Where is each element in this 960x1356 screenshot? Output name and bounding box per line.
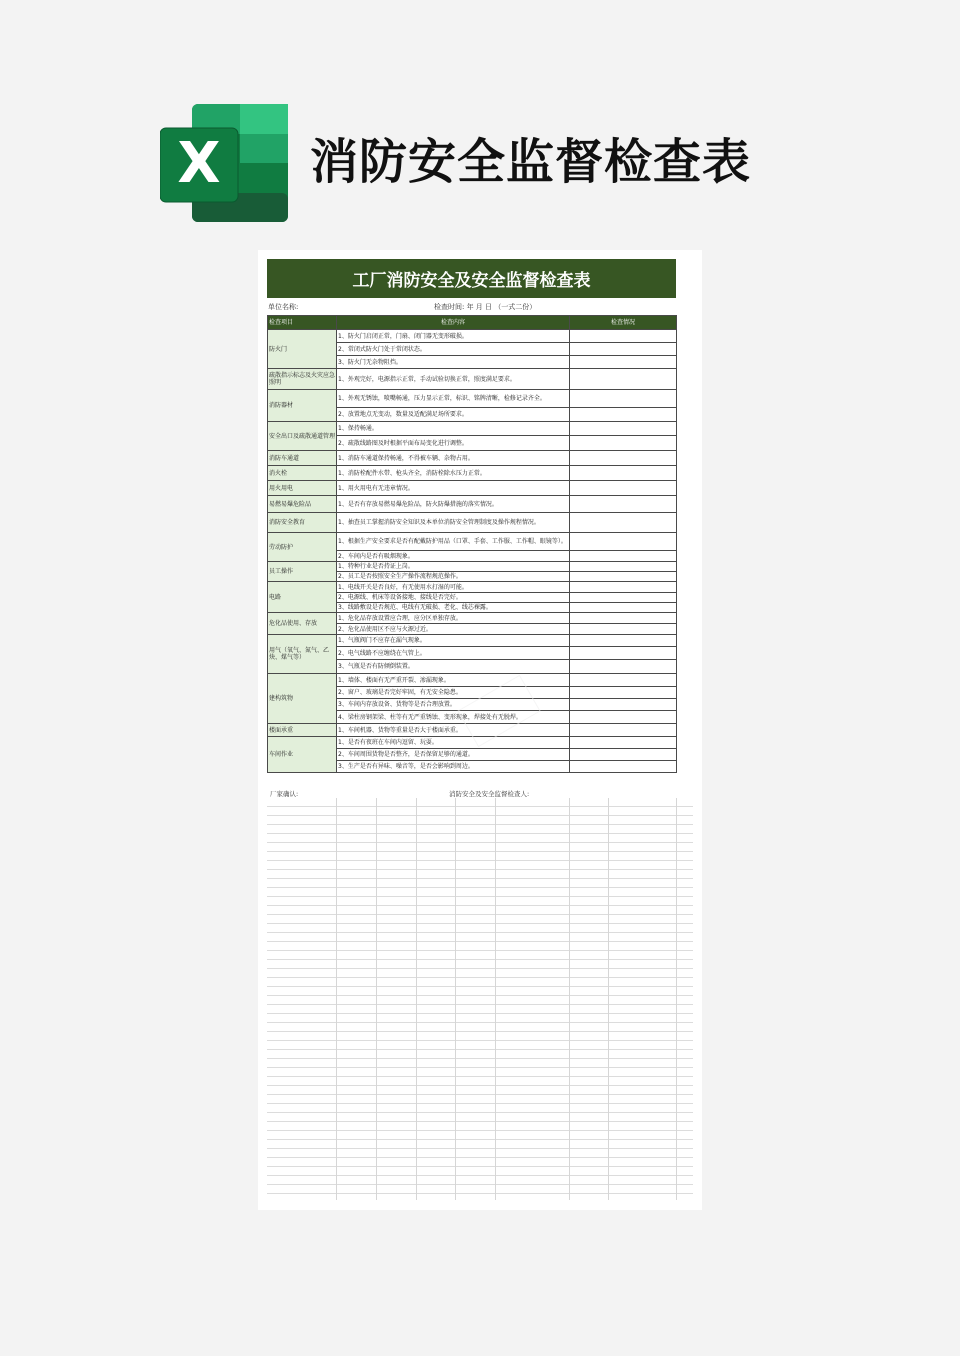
content-cell: 1、抽查员工掌握消防安全知识及本单位消防安全管理制度及操作规程情况。 [337,513,570,533]
table-row [268,513,677,533]
status-cell[interactable] [570,513,677,533]
content-cell: 1、防火门启闭正常，门扇、闭门器无变形破损。 [337,330,570,343]
sheet-footer [267,788,676,798]
category-cell: 电路 [268,582,337,613]
category-cell: 用火用电 [268,481,337,496]
category-cell: 消防安全教育 [268,513,337,533]
content-cell: 1、危化品存放设置应合理，应分区单独存放。 [337,613,570,624]
date-label: 检查时间: 年 月 日 （一式二份） [434,303,537,311]
status-cell[interactable] [570,711,677,724]
content-cell: 1、电线开关是否良好，有无使用水打湿的可能。 [337,582,570,593]
status-cell[interactable] [570,687,677,699]
status-cell[interactable] [570,749,677,761]
table-row [268,496,677,513]
header-item: 检查项目 [268,316,337,330]
status-cell[interactable] [570,624,677,635]
content-cell: 1、消防栓配件水带、枪头齐全，消防栓除水压力正常。 [337,466,570,481]
status-cell[interactable] [570,562,677,572]
status-cell[interactable] [570,466,677,481]
category-cell: 消火栓 [268,466,337,481]
category-cell: 防火门 [268,330,337,369]
spreadsheet-preview [258,250,702,1210]
table-row [268,466,677,481]
status-cell[interactable] [570,422,677,436]
status-cell[interactable] [570,369,677,390]
content-cell: 1、保持畅通。 [337,422,570,436]
status-cell[interactable] [570,613,677,624]
category-cell: 车间作业 [268,737,337,773]
content-cell: 2、员工是否按照安全生产操作流程规范操作。 [337,572,570,582]
content-cell: 4、梁柱房钢架梁、柱等有无严重锈蚀、变形现象，焊接处有无脱焊。 [337,711,570,724]
table-row [268,451,677,466]
content-cell: 3、线路敷设是否规范、电线有无破损、老化、线芯裸露。 [337,603,570,613]
content-cell: 1、特种行业是否持证上岗。 [337,562,570,572]
status-cell[interactable] [570,582,677,593]
status-cell[interactable] [570,451,677,466]
status-cell[interactable] [570,343,677,356]
content-cell: 1、气瓶阀门不应存在漏气现象。 [337,635,570,647]
content-cell: 1、车间机器、货物等重量是否大于楼面承重。 [337,724,570,737]
table-row [268,390,677,408]
table-row [268,582,677,593]
status-cell[interactable] [570,674,677,687]
category-cell: 易燃易爆危险品 [268,496,337,513]
logo-letter: X [177,131,221,196]
status-cell[interactable] [570,660,677,674]
footer-inspector: 消防安全及安全监督检查人: [449,790,530,798]
content-cell: 3、气瓶是否有防倾倒装置。 [337,660,570,674]
unit-label: 单位名称: [268,303,299,311]
content-cell: 1、消防车通道保持畅通，不得被车辆、杂物占用。 [337,451,570,466]
category-cell: 安全出口及疏散通道管理 [268,422,337,451]
content-cell: 1、墙体、楼面有无严重开裂、渗漏现象。 [337,674,570,687]
content-cell: 2、车间周围货物是否整齐，是否保留足够的通道。 [337,749,570,761]
table-row [268,533,677,551]
status-cell[interactable] [570,330,677,343]
info-row [267,298,676,316]
content-cell: 1、外观完好，电源指示正常，手动试验切换正常，照度满足要求。 [337,369,570,390]
status-cell[interactable] [570,647,677,660]
category-cell: 楼面承重 [268,724,337,737]
content-cell: 2、窗户、玻璃是否完好牢固，有无安全隐患。 [337,687,570,699]
status-cell[interactable] [570,737,677,749]
table-row [268,481,677,496]
table-row [268,737,677,749]
content-cell: 2、放置地点无变动，数量及适配满足场所要求。 [337,408,570,422]
content-cell: 2、电气线路不应缠绕在气管上。 [337,647,570,660]
status-cell[interactable] [570,551,677,562]
empty-cell-grid [267,798,693,1200]
table-header-row [268,316,677,330]
status-cell[interactable] [570,408,677,422]
content-cell: 2、车间内是否有吸烟现象。 [337,551,570,562]
category-cell: 消防器材 [268,390,337,422]
status-cell[interactable] [570,533,677,551]
status-cell[interactable] [570,635,677,647]
table-row [268,369,677,390]
header-content: 检查内容 [337,316,570,330]
content-cell: 3、生产是否有异味、噪音等，是否会影响到周边。 [337,761,570,773]
table-row [268,613,677,624]
content-cell: 1、是否有存放易燃易爆危险品，防火防爆措施的落实情况。 [337,496,570,513]
status-cell[interactable] [570,356,677,369]
excel-icon [160,104,290,224]
status-cell[interactable] [570,572,677,582]
status-cell[interactable] [570,436,677,451]
category-cell: 危化品使用、存放 [268,613,337,635]
content-cell: 3、车间内存放设备、货物等是否合理放置。 [337,699,570,711]
header-status: 检查情况 [570,316,677,330]
status-cell[interactable] [570,496,677,513]
content-cell: 1、用火用电有无违章情况。 [337,481,570,496]
sheet-banner-title: 工厂消防安全及安全监督检查表 [267,259,676,298]
content-cell: 3、防火门无杂物阻挡。 [337,356,570,369]
content-cell: 2、疏散线路图及时根据平面布局变化进行调整。 [337,436,570,451]
category-cell: 劳动防护 [268,533,337,562]
content-cell: 2、电源线、机床等设备接地、接线是否完好。 [337,593,570,603]
status-cell[interactable] [570,593,677,603]
table-row [268,562,677,572]
table-row [268,422,677,436]
category-cell: 消防车通道 [268,451,337,466]
content-cell: 1、根据生产安全要求是否有配戴防护用品（口罩、手套、工作服、工作帽、眼镜等）。 [337,533,570,551]
page-title: 消防安全监督检查表 [310,134,752,190]
category-cell: 用气（氧气、氮气、乙炔、煤气等） [268,635,337,674]
status-cell[interactable] [570,481,677,496]
status-cell[interactable] [570,724,677,737]
status-cell[interactable] [570,390,677,408]
status-cell[interactable] [570,761,677,773]
table-row [268,635,677,647]
category-cell: 疏散指示标志及火灾应急照明 [268,369,337,390]
status-cell[interactable] [570,603,677,613]
category-cell: 员工操作 [268,562,337,582]
footer-confirm: 厂家确认: [270,790,299,798]
table-row [268,330,677,343]
content-cell: 1、是否有夜班在车间内逗留、玩耍。 [337,737,570,749]
content-cell: 2、危化品使用区不应与火源过近。 [337,624,570,635]
status-cell[interactable] [570,699,677,711]
category-cell: 建构筑物 [268,674,337,724]
content-cell: 2、常闭式防火门处于常闭状态。 [337,343,570,356]
table-row [268,674,677,687]
content-cell: 1、外观无锈蚀，喷嘴畅通，压力显示正常，标识、铭牌清晰，检修记录齐全。 [337,390,570,408]
